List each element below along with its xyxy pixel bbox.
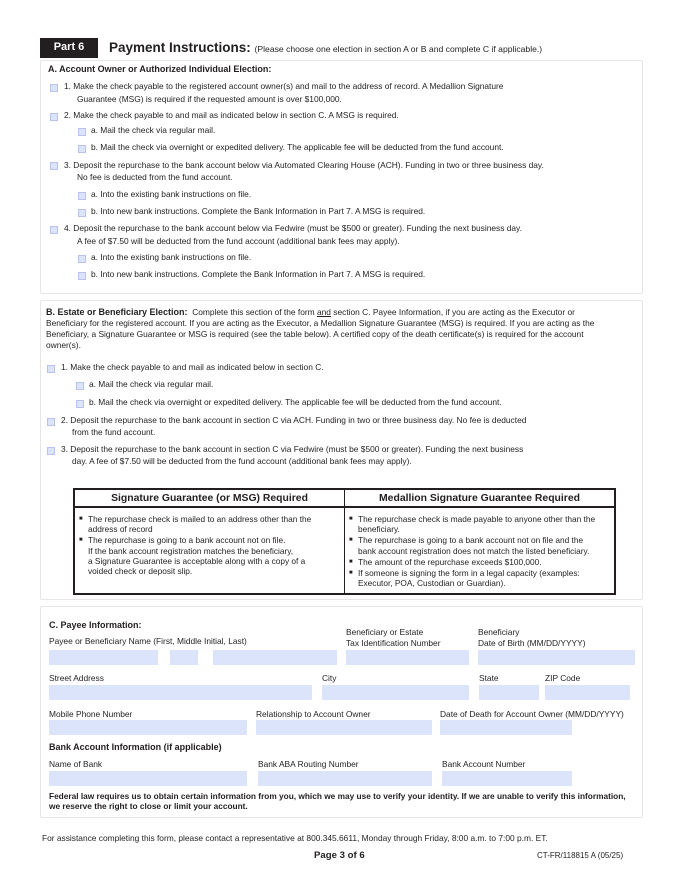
list-item-line: If the bank account registration matches the beneficiary, (88, 545, 294, 556)
section-a-option4-text-cont: A fee of $7.50 will be deducted from the fund account (additional bank fees may apply). (77, 236, 400, 246)
account-number-label: Bank Account Number (442, 759, 526, 769)
street-address-label: Street Address (49, 673, 104, 683)
section-b-option1a-checkbox[interactable] (76, 382, 84, 390)
bank-name-input[interactable] (49, 771, 247, 786)
mobile-phone-input[interactable] (49, 720, 247, 735)
section-b-option3-checkbox[interactable] (47, 447, 55, 455)
bank-name-label: Name of Bank (49, 759, 103, 769)
section-b-option2-checkbox[interactable] (47, 418, 55, 426)
routing-number-input[interactable] (258, 771, 432, 786)
section-b-option1b-checkbox[interactable] (76, 400, 84, 408)
list-item-line: a Signature Guarantee is acceptable along with a copy of a (88, 555, 306, 566)
relationship-input[interactable] (256, 720, 432, 735)
section-b-intro-line1 (46, 307, 575, 318)
last-name-input[interactable] (213, 650, 337, 665)
state-label: State (479, 673, 499, 683)
section-b-option3-text-cont: day. A fee of $7.50 will be deducted from the fund account (additional bank fees may apply). (72, 456, 412, 466)
part-number-label: Part 6 (53, 41, 85, 54)
city-label: City (322, 673, 337, 683)
list-item-line: The repurchase is going to a bank account not on file. (88, 535, 286, 546)
section-a-option1-text-cont: Guarantee (MSG) is required if the requested amount is over $100,000. (77, 94, 342, 104)
page-title (109, 40, 542, 57)
section-a-option3a-checkbox[interactable] (78, 192, 86, 200)
list-item (349, 568, 610, 588)
date-of-death-input[interactable] (440, 720, 572, 735)
tin-label-cont: Tax Identification Number (346, 638, 441, 648)
federal-law-notice: Federal law requires us to obtain certain information from you, which we may use to verify your identity. If we are unable to verify this information, (49, 791, 626, 801)
section-a-option3b-text: b. Into new bank instructions. Complete the Bank Information in Part 7. A MSG is required. (91, 206, 426, 216)
section-c-heading: C. Payee Information: (49, 620, 142, 630)
list-item-line: Executor, POA, Custodian or Guardian). (358, 578, 506, 589)
list-item-line: beneficiary. (358, 524, 400, 535)
section-b-intro-line2: Beneficiary for the registered account. If you are acting as the Executor, a Medallion Signature Guarantee (MSG) is required. If you are acting as the (46, 318, 595, 328)
guarantee-requirements-table (73, 488, 616, 595)
section-a-option2a-checkbox[interactable] (78, 128, 86, 136)
title-instructions: (Please choose one election in section A or B and complete C if applicable.) (254, 44, 543, 54)
list-item (79, 514, 340, 534)
middle-initial-input[interactable] (170, 650, 198, 665)
section-b-intro-pre: Complete this section of the form (192, 307, 315, 317)
form-code: CT-FR/118815 A (05/25) (537, 851, 624, 860)
dob-label-cont: Date of Birth (MM/DD/YYYY) (478, 638, 586, 648)
mobile-phone-label: Mobile Phone Number (49, 709, 133, 719)
table-header-medallion-guarantee: Medallion Signature Guarantee Required (345, 489, 616, 507)
section-a-option4b-checkbox[interactable] (78, 272, 86, 280)
list-item (349, 557, 610, 567)
section-b-intro-and: and (316, 307, 331, 317)
first-name-input[interactable] (49, 650, 158, 665)
section-b-option1b-text: b. Mail the check via overnight or expedited delivery. The applicable fee will be deducted from the fund account. (89, 397, 502, 407)
list-item-line: The amount of the repurchase exceeds $100,000. (358, 556, 542, 567)
section-a-option2-checkbox[interactable] (50, 113, 58, 121)
section-b-option2-text-cont: from the fund account. (72, 427, 156, 437)
section-a-option2a-text: a. Mail the check via regular mail. (91, 125, 216, 135)
section-a-option3-text: 3. Deposit the repurchase to the bank account below via Automated Clearing House (ACH). Funding in two or three business day. (64, 160, 544, 170)
table-header-signature-guarantee: Signature Guarantee (or MSG) Required (74, 489, 345, 507)
part-number-tag (40, 38, 98, 58)
list-item-line: voided check or deposit slip. (88, 566, 193, 577)
dob-input[interactable] (478, 650, 635, 665)
section-b-heading: B. Estate or Beneficiary Election: (46, 307, 188, 317)
section-b-option2-text: 2. Deposit the repurchase to the bank account in section C via ACH. Funding in two or three business day. No fee is deducted (61, 415, 527, 425)
list-item (349, 535, 610, 555)
list-item-line: The repurchase check is mailed to an address other than the (88, 514, 312, 524)
section-a-heading: A. Account Owner or Authorized Individual Election: (48, 64, 272, 74)
zip-code-label: ZIP Code (545, 673, 581, 683)
table-cell-signature-guarantee (74, 507, 345, 594)
tin-input[interactable] (346, 650, 469, 665)
section-a-option4-text: 4. Deposit the repurchase to the bank account below via Fedwire (must be $500 or greater). Funding the next business day. (64, 223, 522, 233)
section-a-option2b-checkbox[interactable] (78, 145, 86, 153)
section-a-option1-text: 1. Make the check payable to the registered account owner(s) and mail to the address of record. A Medallion Signature (64, 81, 504, 91)
list-item (79, 535, 340, 576)
section-a-option2b-text: b. Mail the check via overnight or expedited delivery. The applicable fee will be deducted from the fund account. (91, 142, 504, 152)
section-a-option4b-text: b. Into new bank instructions. Complete the Bank Information in Part 7. A MSG is required. (91, 269, 426, 279)
section-b-intro-post: section C. Payee Information, if you are acting as the Executor or (333, 307, 575, 317)
section-b-option1-text: 1. Make the check payable to and mail as indicated below in section C. (61, 362, 324, 372)
tin-label: Beneficiary or Estate (346, 627, 424, 637)
section-a-option2-text: 2. Make the check payable to and mail as indicated below in section C. A MSG is required. (64, 110, 399, 120)
section-a-option4a-text: a. Into the existing bank instructions on file. (91, 252, 252, 262)
list-item-line: The repurchase check is made payable to anyone other than the (358, 514, 596, 524)
section-a-option3-text-cont: No fee is deducted from the fund account. (77, 172, 233, 182)
section-b-intro-line4: owner(s). (46, 340, 81, 350)
section-a-option3a-text: a. Into the existing bank instructions on file. (91, 189, 252, 199)
section-b-option1-checkbox[interactable] (47, 365, 55, 373)
section-a-option3b-checkbox[interactable] (78, 209, 86, 217)
bank-info-heading: Bank Account Information (if applicable) (49, 742, 222, 752)
account-number-input[interactable] (442, 771, 572, 786)
list-item-line: The repurchase is going to a bank account not on file and the (358, 535, 584, 546)
section-a-option3-checkbox[interactable] (50, 162, 58, 170)
zip-code-input[interactable] (545, 685, 630, 700)
page-number: Page 3 of 6 (314, 850, 365, 861)
section-b-option3-text: 3. Deposit the repurchase to the bank account in section C via Fedwire (must be $500 or greater). Funding the next business (61, 444, 524, 454)
section-b-option1a-text: a. Mail the check via regular mail. (89, 379, 214, 389)
city-input[interactable] (322, 685, 469, 700)
relationship-label: Relationship to Account Owner (256, 709, 371, 719)
state-input[interactable] (479, 685, 539, 700)
routing-number-label: Bank ABA Routing Number (258, 759, 359, 769)
list-item-line: bank account registration does not match the listed beneficiary. (358, 545, 590, 556)
title-text: Payment Instructions: (109, 40, 251, 55)
section-a-option1-checkbox[interactable] (50, 84, 58, 92)
section-a-option4a-checkbox[interactable] (78, 255, 86, 263)
date-of-death-label: Date of Death for Account Owner (MM/DD/YYYY) (440, 709, 624, 719)
section-a-option4-checkbox[interactable] (50, 226, 58, 234)
table-cell-medallion-guarantee (345, 507, 616, 594)
list-item-line: If someone is signing the form in a legal capacity (examples: (358, 568, 580, 579)
federal-law-notice-cont: we reserve the right to close or limit your account. (49, 801, 248, 811)
list-item (349, 514, 610, 534)
dob-label: Beneficiary (478, 627, 520, 637)
street-address-input[interactable] (49, 685, 312, 700)
list-item-line: address of record (88, 524, 153, 535)
payee-name-label: Payee or Beneficiary Name (First, Middle Initial, Last) (49, 636, 247, 646)
section-b-intro-line3: Beneficiary, a Signature Guarantee or MSG is required (see the table below). A certified copy of the death certificate(s) is required for the account (46, 329, 584, 339)
assistance-contact-text: For assistance completing this form, please contact a representative at 800.345.6611, Monday through Friday, 8:00 a.m. to 7:00 p.m. ET. (42, 833, 548, 843)
